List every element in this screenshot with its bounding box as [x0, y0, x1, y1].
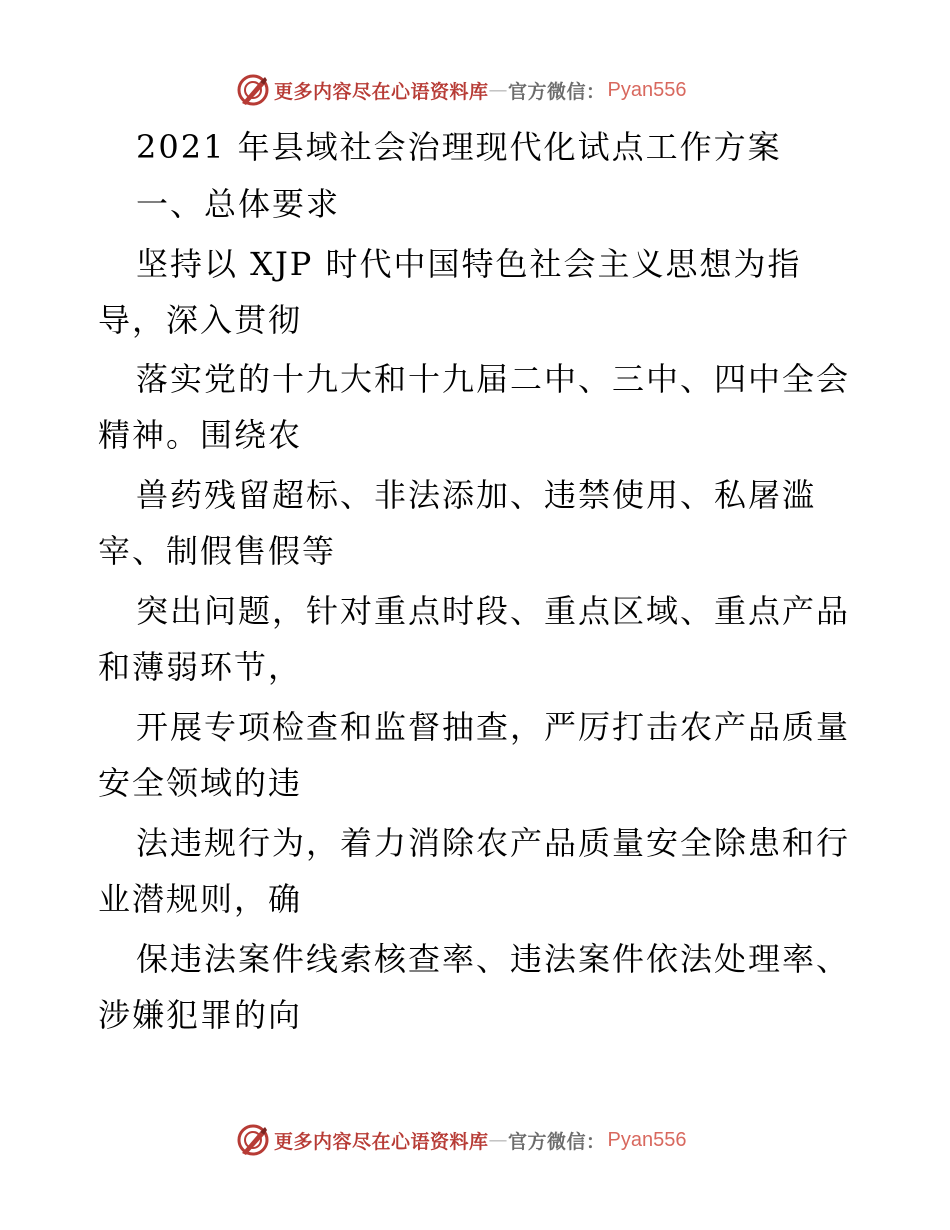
paragraph-line: 落实党的十九大和十九届二中、三中、四中全会 [136, 360, 851, 398]
section-heading: 一、总体要求 [136, 185, 341, 223]
watermark-dash: — [488, 79, 509, 101]
pen-logo-icon [236, 1123, 270, 1157]
paragraph-line: 突出问题，针对重点时段、重点区域、重点产品 [136, 592, 851, 630]
paragraph-line: 法违规行为，着力消除农产品质量安全除患和行 [136, 824, 851, 862]
watermark-dash: — [488, 1129, 509, 1151]
watermark-official-label: 官方微信： [508, 1130, 606, 1153]
paragraph-line: 坚持以 XJP 时代中国特色社会主义思想为指 [136, 245, 802, 283]
paragraph-line: 兽药残留超标、非法添加、违禁使用、私屠滥 [136, 476, 817, 514]
paragraph-line: 保违法案件线索核查率、违法案件依法处理率、 [136, 940, 851, 978]
watermark-official-label: 官方微信： [508, 80, 606, 103]
paragraph-line: 精神。围绕农 [98, 416, 303, 454]
watermark-wechat-id: Pyan556 [607, 1128, 687, 1151]
watermark-main-text: 更多内容尽在心语资料库 [274, 80, 489, 103]
paragraph-line: 开展专项检查和监督抽查，严厉打击农产品质量 [136, 708, 851, 746]
watermark-main-text: 更多内容尽在心语资料库 [274, 1130, 489, 1153]
document-title: 2021 年县域社会治理现代化试点工作方案 [136, 128, 782, 166]
paragraph-line: 导，深入贯彻 [98, 301, 303, 339]
paragraph-line: 安全领域的违 [98, 764, 303, 802]
paragraph-line: 和薄弱环节， [98, 648, 303, 686]
watermark-wechat-id: Pyan556 [607, 78, 687, 101]
paragraph-line: 业潜规则，确 [98, 880, 303, 918]
paragraph-line: 宰、制假售假等 [98, 532, 337, 570]
footer-watermark [236, 1123, 687, 1157]
paragraph-line: 涉嫌犯罪的向 [98, 996, 303, 1034]
